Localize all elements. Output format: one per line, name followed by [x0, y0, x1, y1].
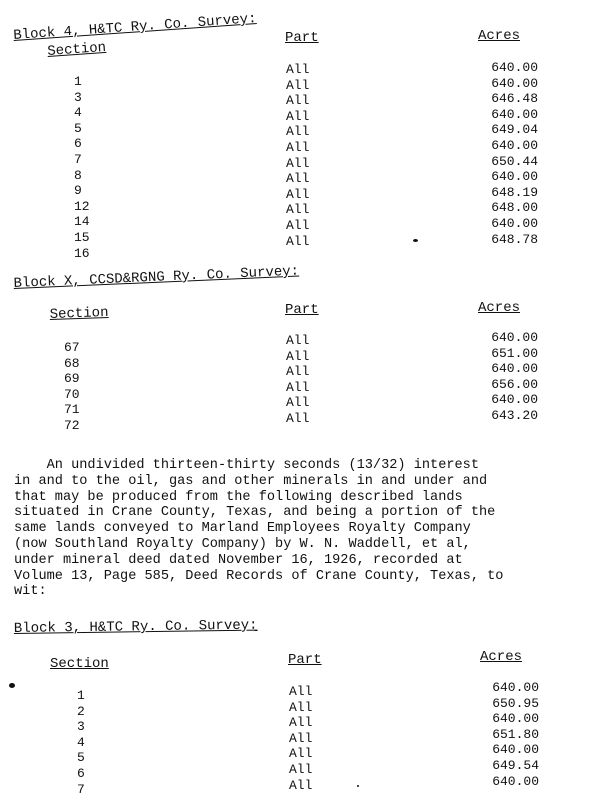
part-cell: All [286, 410, 310, 426]
acres-cell: 649.54 [492, 757, 539, 773]
part-cell: All [286, 77, 310, 93]
section-cell: 1 [74, 74, 82, 89]
acres-cell: 640.00 [492, 680, 539, 695]
part-cell: All [286, 108, 310, 124]
part-cell: All [286, 379, 310, 395]
section-cell: 4 [74, 105, 82, 121]
part-cell: All [286, 217, 310, 233]
scan-speck [357, 785, 359, 787]
section-cell: 71 [64, 402, 80, 418]
acres-cell: 650.44 [491, 153, 538, 169]
part-cell: All [289, 761, 313, 777]
deed-description-paragraph [14, 458, 589, 600]
section-cell: 7 [74, 151, 82, 167]
paragraph-line: wit: [14, 584, 47, 600]
part-cell: All [289, 730, 313, 746]
acres-cell: 640.00 [491, 169, 538, 185]
block-x-heading: Block X, CCSD&RGNG Ry. Co. Survey: [13, 263, 300, 292]
block-4-section-column [74, 74, 90, 261]
acres-cell: 643.20 [491, 407, 538, 423]
acres-cell: 640.00 [491, 215, 538, 231]
section-cell: 5 [77, 750, 85, 766]
section-cell: 3 [77, 719, 85, 735]
section-cell: 70 [64, 386, 80, 402]
section-cell: 68 [64, 355, 80, 371]
part-cell: All [286, 233, 310, 249]
part-cell: All [289, 777, 313, 793]
acres-cell: 649.04 [491, 122, 538, 138]
part-cell: All [286, 139, 310, 155]
acres-cell: 640.00 [491, 75, 538, 91]
part-cell: All [286, 395, 310, 411]
part-cell: All [286, 364, 310, 380]
section-cell: 12 [74, 198, 90, 214]
section-cell: 5 [74, 120, 82, 136]
part-cell: All [289, 684, 313, 699]
paragraph-line: that may be produced from the following described lands [14, 489, 463, 505]
part-cell: All [286, 333, 310, 348]
paragraph-line: situated in Crane County, Texas, and being a portion of the [14, 505, 496, 521]
part-cell: All [286, 62, 310, 77]
part-cell: All [289, 715, 313, 731]
section-cell: 15 [74, 229, 90, 245]
acres-cell: 640.00 [491, 137, 538, 153]
block-x-part-header: Part [285, 302, 319, 318]
acres-cell: 640.00 [491, 361, 538, 377]
section-cell: 4 [77, 734, 85, 750]
scan-speck [413, 239, 418, 242]
block-x-section-header: Section [49, 304, 109, 323]
block-3-section-column [77, 688, 85, 797]
section-cell: 3 [74, 89, 82, 105]
section-cell: 14 [74, 214, 90, 230]
paragraph-line: in and to the oil, gas and other minerals in and under and [14, 473, 488, 489]
block-3-section-header: Section [50, 656, 109, 672]
block-x-acres-header: Acres [478, 300, 521, 316]
block-4-acres-header: Acres [478, 28, 521, 44]
block-3-acres-column [479, 680, 539, 789]
part-cell: All [289, 699, 313, 715]
acres-cell: 651.00 [491, 345, 538, 361]
acres-cell: 650.95 [492, 695, 539, 711]
section-cell: 7 [77, 781, 85, 797]
acres-cell: 640.00 [491, 330, 538, 345]
block-3-heading: Block 3, H&TC Ry. Co. Survey: [13, 617, 258, 637]
acres-cell: 640.00 [491, 392, 538, 408]
block-4-section-header: Section [46, 39, 107, 60]
acres-cell: 640.00 [492, 711, 539, 727]
paragraph-line: same lands conveyed to Marland Employees Royalty Company [14, 521, 471, 537]
paragraph-line: An undivided thirteen-thirty seconds (13/32) interest [14, 458, 479, 473]
section-cell: 69 [64, 371, 80, 387]
part-cell: All [286, 155, 310, 171]
block-4-part-header: Part [285, 30, 319, 46]
block-4-heading: Block 4, H&TC Ry. Co. Survey: [12, 11, 258, 44]
paragraph-line: under mineral deed dated November 16, 1926, recorded at [14, 552, 463, 568]
block-x-part-column [286, 333, 309, 427]
section-cell: 1 [77, 688, 85, 703]
acres-cell: 648.19 [491, 184, 538, 200]
acres-cell: 646.48 [491, 91, 538, 107]
part-cell: All [286, 93, 310, 109]
part-cell: All [286, 202, 310, 218]
section-cell: 6 [74, 136, 82, 152]
block-3-part-header: Part [288, 652, 322, 668]
block-x-section-column [64, 340, 80, 434]
paragraph-line: (now Southland Royalty Company) by W. N. Waddell, et al, [14, 536, 471, 552]
part-cell: All [286, 124, 310, 140]
part-cell: All [286, 171, 310, 187]
section-cell: 8 [74, 167, 82, 183]
part-cell: All [286, 348, 310, 364]
block-4-part-column [286, 62, 309, 249]
section-cell: 67 [64, 340, 80, 355]
acres-cell: 640.00 [491, 60, 538, 75]
acres-cell: 640.00 [492, 773, 539, 789]
acres-cell: 640.00 [491, 106, 538, 122]
block-3-part-column [289, 684, 312, 793]
section-cell: 16 [74, 245, 90, 261]
block-4-acres-column [478, 60, 538, 247]
acres-cell: 651.80 [492, 726, 539, 742]
section-cell: 2 [77, 703, 85, 719]
acres-cell: 640.00 [492, 742, 539, 758]
block-3-acres-header: Acres [480, 649, 523, 665]
section-cell: 72 [64, 417, 80, 433]
block-x-acres-column [478, 330, 538, 424]
part-cell: All [289, 746, 313, 762]
scan-speck [9, 683, 15, 688]
acres-cell: 656.00 [491, 376, 538, 392]
section-cell: 9 [74, 183, 82, 199]
acres-cell: 648.00 [491, 200, 538, 216]
paragraph-line: Volume 13, Page 585, Deed Records of Crane County, Texas, to [14, 568, 504, 584]
part-cell: All [286, 186, 310, 202]
acres-cell: 648.78 [491, 231, 538, 247]
section-cell: 6 [77, 765, 85, 781]
